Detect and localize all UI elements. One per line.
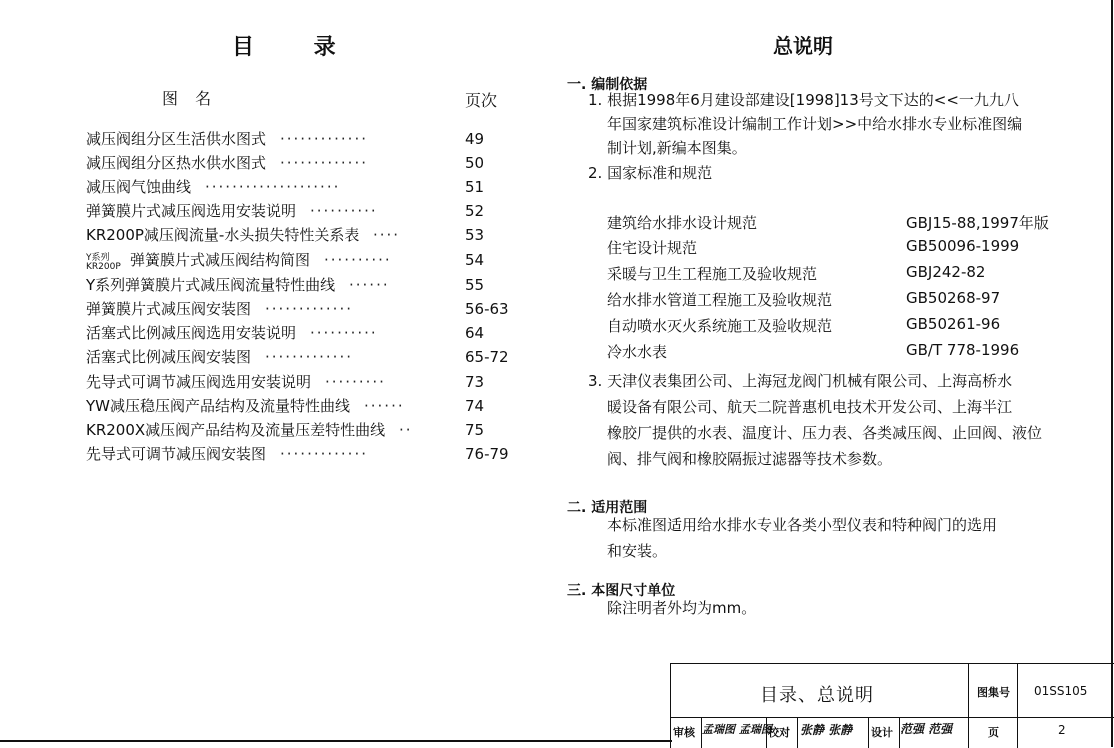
section-3-line-1: 除注明者外均为mm。 bbox=[607, 599, 757, 617]
standard-code: GBJ242-82 bbox=[906, 263, 986, 281]
standard-code: GB/T 778-1996 bbox=[906, 341, 1020, 359]
toc-row-page: 54 bbox=[465, 251, 485, 269]
toc-row bbox=[86, 223, 516, 247]
toc-row bbox=[86, 442, 516, 466]
toc-row-page: 52 bbox=[465, 202, 485, 220]
toc-row-title: YW减压稳压阀产品结构及流量特性曲线 bbox=[86, 397, 350, 415]
toc-row-leader: ·· bbox=[399, 421, 413, 439]
section-1-heading: 一. 编制依据 bbox=[567, 77, 648, 93]
toc-row bbox=[86, 273, 516, 297]
toc-row-leader: ············· bbox=[280, 130, 368, 148]
toc-row-title: 活塞式比例减压阀选用安装说明 bbox=[86, 324, 297, 342]
toc-row-leader: ············· bbox=[280, 154, 368, 172]
toc-row-title: 弹簧膜片式减压阀安装图 bbox=[86, 300, 252, 318]
standard-code: GB50261-96 bbox=[906, 315, 1001, 333]
toc-row-title: 活塞式比例减压阀安装图 bbox=[86, 348, 252, 366]
standard-name: 采暖与卫生工程施工及验收规范 bbox=[607, 265, 818, 283]
toc-column-page: 页次 bbox=[465, 91, 498, 110]
page-number: 2 bbox=[1058, 723, 1066, 737]
toc-row-title: Y系列弹簧膜片式减压阀流量特性曲线 bbox=[86, 276, 336, 294]
toc-row-leader: ······ bbox=[364, 397, 405, 415]
toc-row-title: 先导式可调节减压阀安装图 bbox=[86, 445, 267, 463]
toc-row bbox=[86, 248, 516, 272]
toc-row-page: 76-79 bbox=[465, 445, 509, 463]
section-2-line-1: 本标准图适用给水排水专业各类小型仪表和特种阀门的选用 bbox=[607, 516, 998, 534]
item-3-line-3: 橡胶厂提供的水表、温度计、压力表、各类减压阀、止回阀、液位 bbox=[607, 424, 1043, 442]
toc-row bbox=[86, 151, 516, 175]
item-3-line-2: 暖设备有限公司、航天二院普惠机电技术开发公司、上海半江 bbox=[607, 398, 1013, 416]
page-label: 页 bbox=[988, 726, 999, 739]
toc-row-leader: ·········· bbox=[324, 251, 392, 269]
toc-row bbox=[86, 297, 516, 321]
toc-row-page: 74 bbox=[465, 397, 485, 415]
standard-code: GB50096-1999 bbox=[906, 237, 1020, 255]
toc-row-leader: ············· bbox=[280, 445, 368, 463]
toc-row-leader: ·········· bbox=[310, 202, 378, 220]
toc-row-leader: ············· bbox=[265, 348, 353, 366]
item-1-line-3: 制计划,新编本图集。 bbox=[607, 139, 747, 157]
toc-row bbox=[86, 175, 516, 199]
toc-row bbox=[86, 394, 516, 418]
item-1-line-2: 年国家建筑标准设计编制工作计划>>中给水排水专业标准图编 bbox=[607, 115, 1023, 133]
item-1-line-1: 1. 根据1998年6月建设部建设[1998]13号文下达的<<一九九八 bbox=[588, 91, 1019, 109]
section-2-line-2: 和安装。 bbox=[607, 542, 668, 560]
toc-row-page: 49 bbox=[465, 130, 485, 148]
standard-code: GB50268-97 bbox=[906, 289, 1001, 307]
check-label: 校对 bbox=[768, 726, 790, 739]
notes-title: 总说明 bbox=[773, 34, 833, 58]
toc-row-page: 75 bbox=[465, 421, 485, 439]
standard-name: 冷水水表 bbox=[607, 343, 668, 361]
toc-row bbox=[86, 418, 516, 442]
item-3-line-1: 3. 天津仪表集团公司、上海冠龙阀门机械有限公司、上海高桥水 bbox=[588, 372, 1013, 390]
toc-row-leader: ······ bbox=[349, 276, 390, 294]
toc-row-page: 73 bbox=[465, 373, 485, 391]
toc-row-title: KR200X减压阀产品结构及流量压差特性曲线 bbox=[86, 421, 386, 439]
frame-bottom-line bbox=[0, 740, 672, 742]
toc-row bbox=[86, 199, 516, 223]
toc-row-page: 51 bbox=[465, 178, 485, 196]
toc-row-title: 弹簧膜片式减压阀结构简图 bbox=[130, 251, 311, 269]
toc-row-leader: ···················· bbox=[205, 178, 341, 196]
toc-row-leader: ·········· bbox=[310, 324, 378, 342]
toc-row-page: 56-63 bbox=[465, 300, 509, 318]
atlas-number: 01SS105 bbox=[1034, 684, 1088, 698]
toc-column-name: 图 名 bbox=[162, 89, 218, 108]
drawing-name: 目录、总说明 bbox=[760, 685, 874, 706]
toc-row-title: KR200P减压阀流量-水头损失特性关系表 bbox=[86, 226, 360, 244]
standard-name: 住宅设计规范 bbox=[607, 239, 698, 257]
toc-prefix-2: KR200P bbox=[86, 261, 121, 272]
toc-row-page: 53 bbox=[465, 226, 485, 244]
toc-row-leader: ········· bbox=[325, 373, 386, 391]
design-label: 设计 bbox=[871, 726, 893, 739]
item-2-heading: 2. 国家标准和规范 bbox=[588, 164, 713, 182]
atlas-label: 图集号 bbox=[977, 686, 1010, 699]
toc-row-title: 先导式可调节减压阀选用安装说明 bbox=[86, 373, 312, 391]
toc-row-title: 减压阀组分区生活供水图式 bbox=[86, 130, 267, 148]
standard-name: 建筑给水排水设计规范 bbox=[607, 214, 758, 232]
toc-row bbox=[86, 127, 516, 151]
standard-name: 自动喷水灭火系统施工及验收规范 bbox=[607, 317, 833, 335]
toc-row-title: 减压阀气蚀曲线 bbox=[86, 178, 192, 196]
toc-row bbox=[86, 345, 516, 369]
section-2-heading: 二. 适用范围 bbox=[567, 500, 648, 516]
toc-prefix-1: Y系列 bbox=[86, 252, 110, 263]
toc-row bbox=[86, 370, 516, 394]
check-signature: 张静 张静 bbox=[800, 723, 853, 737]
standard-code: GBJ15-88,1997年版 bbox=[906, 214, 1049, 232]
review-label: 审核 bbox=[673, 726, 695, 739]
toc-row-page: 55 bbox=[465, 276, 485, 294]
toc-row bbox=[86, 321, 516, 345]
toc-row-leader: ···· bbox=[373, 226, 401, 244]
toc-row-leader: ············· bbox=[265, 300, 353, 318]
frame-right-line bbox=[1111, 0, 1113, 747]
item-3-line-4: 阀、排气阀和橡胶隔振过滤器等技术参数。 bbox=[607, 450, 893, 468]
toc-row-title: 弹簧膜片式减压阀选用安装说明 bbox=[86, 202, 297, 220]
review-signature: 孟瑞图 孟瑞图 bbox=[702, 723, 772, 736]
toc-row-page: 64 bbox=[465, 324, 485, 342]
toc-row-page: 65-72 bbox=[465, 348, 509, 366]
toc-row-page: 50 bbox=[465, 154, 485, 172]
toc-title: 目 录 bbox=[232, 35, 362, 60]
design-signature: 范强 范强 bbox=[900, 722, 953, 736]
toc-row-series-prefix bbox=[86, 250, 121, 274]
toc-row-title: 减压阀组分区热水供水图式 bbox=[86, 154, 267, 172]
section-3-heading: 三. 本图尺寸单位 bbox=[567, 583, 676, 599]
standard-name: 给水排水管道工程施工及验收规范 bbox=[607, 291, 833, 309]
